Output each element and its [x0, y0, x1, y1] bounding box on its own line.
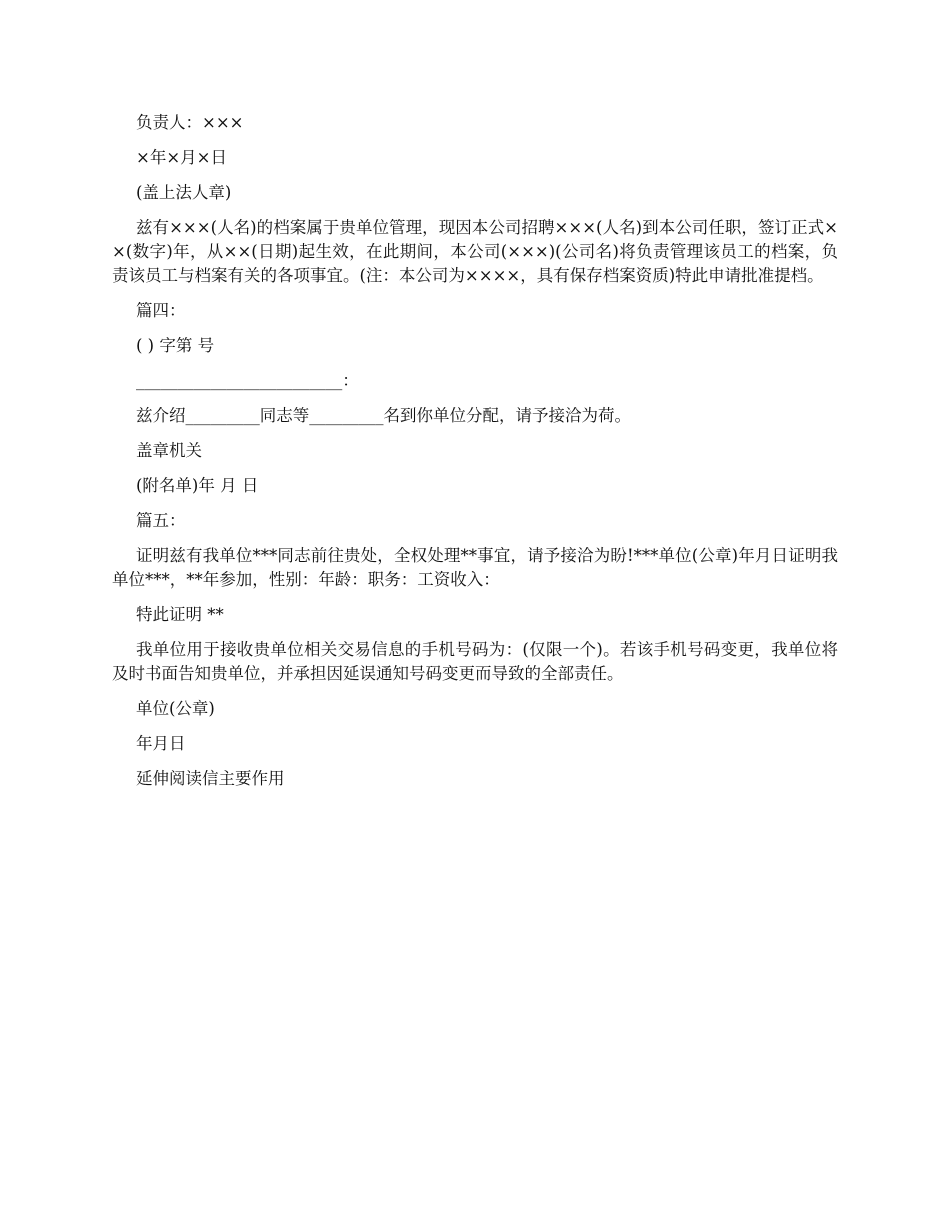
phone-number-paragraph: 我单位用于接收贵单位相关交易信息的手机号码为：(仅限一个)。若该手机号码变更，我单位将及时书面告知贵单位，并承担因延误通知号码变更而导致的全部责任。: [112, 640, 838, 683]
seal-note: (盖上法人章): [136, 183, 232, 202]
attachment-date-line: (附名单)年 月 日: [136, 476, 259, 495]
archive-request-paragraph: 兹有×××(人名)的档案属于贵单位管理，现因本公司招聘×××(人名)到本公司任职，签订正式××(数字)年，从××(日期)起生效，在此期间，本公司(×××)(公司名)将负责管理该员工的档案，负责该员工与档案有关的各项事宜。(注：本公司为××××，具有保存档案资质)特此申请批准提档。: [112, 218, 838, 285]
recipient-blank-line: _________________________：: [136, 371, 359, 390]
closing-date-line: 年月日: [136, 734, 186, 753]
signatory-line: 负责人：×××: [136, 113, 244, 132]
document-body: [112, 111, 838, 802]
date-line: ×年×月×日: [136, 148, 227, 167]
introduction-paragraph: 兹介绍_________同志等_________名到你单位分配，请予接洽为荷。: [136, 406, 631, 425]
hereby-certify-line: 特此证明 **: [136, 605, 224, 624]
section-heading-four: 篇四：: [136, 301, 186, 320]
document-number-line: ( ) 字第 号: [136, 336, 215, 355]
unit-seal-line: 单位(公章): [136, 699, 215, 718]
issuing-authority-line: 盖章机关: [136, 441, 202, 460]
certification-paragraph: 证明兹有我单位***同志前往贵处，全权处理**事宜，请予接洽为盼!***单位(公章)年月日证明我单位***，**年参加，性别：年龄：职务：工资收入：: [112, 546, 838, 589]
section-heading-five: 篇五：: [136, 511, 186, 530]
extended-reading-heading: 延伸阅读信主要作用: [136, 769, 285, 788]
